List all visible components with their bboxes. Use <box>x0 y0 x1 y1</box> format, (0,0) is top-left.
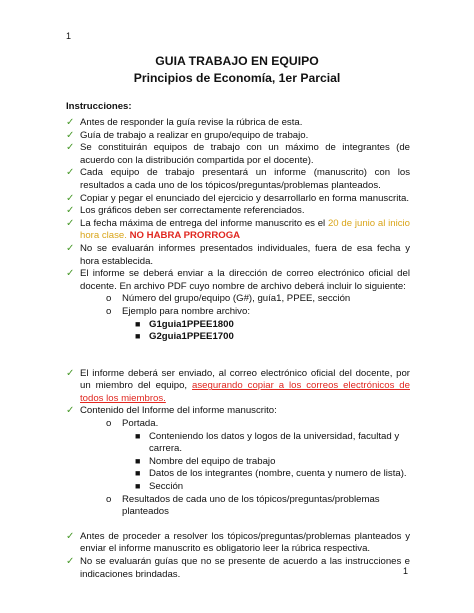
page-number-top: 1 <box>66 31 72 41</box>
list-item: ✓ Guía de trabajo a realizar en grupo/equipo de trabajo. <box>66 129 309 141</box>
square-bullet-icon: ■ <box>135 455 141 466</box>
list-item: ✓ Copiar y pegar el enunciado del ejercicio y desarrollarlo en forma manuscrita. <box>66 192 410 204</box>
list-item: ✓ El informe se deberá enviar a la dirección de correo electrónico oficial del docente. En archivo PDF cuyo nombre de archivo deberá incluir lo siguiente: <box>66 268 410 292</box>
check-icon: ✓ <box>66 117 75 128</box>
list-item: ✓ Cada equipo de trabajo presentará un informe (manuscrito) con los resultados a cada uno de los tópicos/preguntas/problemas planteados. <box>66 167 410 191</box>
check-icon: ✓ <box>66 192 75 204</box>
list-item: ✓ No se evaluarán guías que no se presente de acuerdo a las instrucciones e indicaciones brindadas. <box>66 556 410 580</box>
square-bullet-icon: ■ <box>135 468 141 479</box>
page-number-bottom: 1 <box>403 566 409 576</box>
check-icon: ✓ <box>66 217 75 229</box>
document-subtitle: Principios de Economía, 1er Parcial <box>133 71 341 85</box>
list-item: ✓ Antes de proceder a resolver los tópicos/preguntas/problemas planteados y enviar el informe manuscrito es obligatorio leer la rúbrica respectiva. <box>66 530 410 555</box>
circle-bullet-icon: o <box>106 418 112 430</box>
list-item-deadline: ✓ La fecha máxima de entrega del informe manuscrito es el 20 de junio al inicio hora clase. NO HABRA PRORROGA <box>66 217 410 242</box>
instructions-heading: Instrucciones: <box>66 101 132 112</box>
square-bullet-icon: ■ <box>135 331 141 342</box>
check-icon: ✓ <box>66 268 75 280</box>
check-icon: ✓ <box>66 167 75 179</box>
sub-sub-item: ■ Nombre del equipo de trabajo <box>135 455 276 467</box>
check-icon: ✓ <box>66 530 75 542</box>
no-extension-note: NO HABRA PRORROGA <box>126 230 241 242</box>
circle-bullet-icon: o <box>106 305 112 317</box>
copy-all-members-note: asegurando copiar a los correos electrónicos de todos los miembros. <box>80 380 410 404</box>
check-icon: ✓ <box>66 405 75 417</box>
filename-example: ■ G1guia1PPEE1800 <box>135 318 234 330</box>
sub-item: o Número del grupo/equipo (G#), guía1, PPEE, sección <box>106 293 351 305</box>
filename-example: ■ G2guia1PPEE1700 <box>135 331 234 343</box>
document-title: GUIA TRABAJO EN EQUIPO <box>155 54 319 68</box>
check-icon: ✓ <box>66 142 75 154</box>
square-bullet-icon: ■ <box>135 430 141 441</box>
sub-sub-item: ■ Conteniendo los datos y logos de la universidad, facultad y carrera. <box>135 430 400 455</box>
square-bullet-icon: ■ <box>135 481 141 492</box>
check-icon: ✓ <box>66 367 75 379</box>
sub-item: o Resultados de cada uno de los tópicos/preguntas/problemas planteados <box>106 493 380 518</box>
check-icon: ✓ <box>66 242 75 254</box>
deadline-date: 20 de junio al inicio hora clase. <box>80 217 410 242</box>
sub-sub-item: ■ Datos de los integrantes (nombre, cuenta y numero de lista). <box>135 468 407 480</box>
sub-sub-item: ■ Sección <box>135 481 184 493</box>
circle-bullet-icon: o <box>106 493 112 505</box>
instructions-list <box>66 117 410 581</box>
check-icon: ✓ <box>66 205 75 217</box>
check-icon: ✓ <box>66 129 75 141</box>
list-item: ✓ No se evaluarán informes presentados individuales, fuera de esa fecha y hora establecida. <box>66 242 410 267</box>
list-item: ✓ Contenido del Informe del informe manuscrito: <box>66 405 277 417</box>
sub-item: o Ejemplo para nombre archivo: <box>106 305 250 317</box>
square-bullet-icon: ■ <box>135 318 141 329</box>
circle-bullet-icon: o <box>106 293 112 305</box>
list-item: ✓ Los gráficos deben ser correctamente referenciados. <box>66 205 305 217</box>
list-item: ✓ El informe deberá ser enviado, al correo electrónico oficial del docente, por un miembro del equipo, asegurando copiar a los correos electrónicos de todos los miembros. <box>66 367 410 404</box>
sub-item: o Portada. <box>106 418 159 430</box>
check-icon: ✓ <box>66 556 75 567</box>
list-item: ✓ Antes de responder la guía revise la rúbrica de esta. <box>66 117 303 128</box>
list-item: ✓ Se constituirán equipos de trabajo con un máximo de integrantes (de acuerdo con la distribución compartida por el docente). <box>66 142 410 166</box>
